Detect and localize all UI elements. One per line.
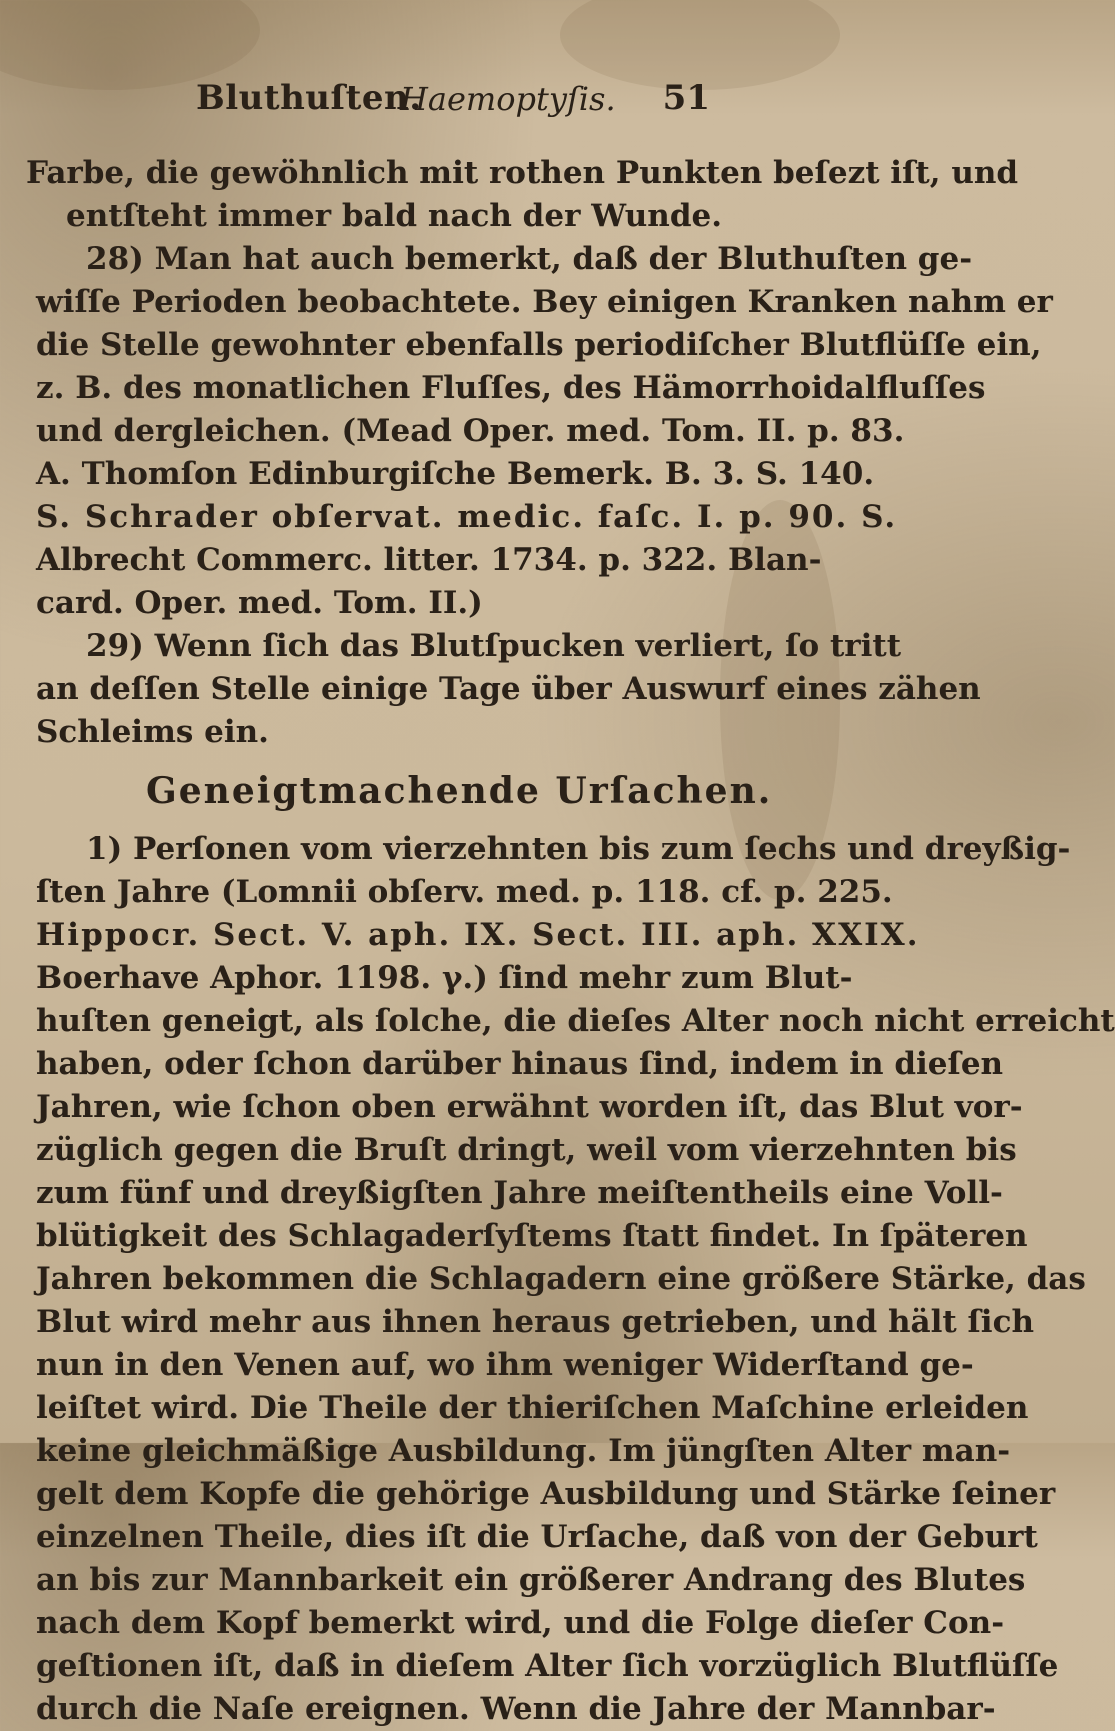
running-title-latin: Haemoptyſis. [400,80,616,118]
text-line: S. Schrader obſervat. medic. faſc. I. p. 90. S. [36,499,898,535]
text-line: leiſtet wird. Die Theile der thieriſchen Maſchine erleiden [36,1390,1029,1426]
text-line: gelt dem Kopfe die gehörige Ausbildung und Stärke ſeiner [36,1476,1056,1512]
text-line: Hippocr. Sect. V. aph. IX. Sect. III. aph. XXIX. [36,917,920,953]
section-heading: Geneigtmachende Urſachen. [146,770,773,812]
text-line: die Stelle gewohnter ebenfalls periodiſcher Blutflüſſe ein, [36,327,1042,363]
text-line: züglich gegen die Bruſt dringt, weil vom vierzehnten bis [36,1132,1017,1168]
text-line: 28) Man hat auch bemerkt, daß der Bluthuſten ge- [86,241,973,277]
text-line: haben, oder ſchon darüber hinaus ſind, indem in dieſen [36,1046,1004,1082]
text-line: Farbe, die gewöhnlich mit rothen Punkten beſezt iſt, und [26,155,1019,191]
text-line: entſteht immer bald nach der Wunde. [66,198,723,234]
text-line: Albrecht Commerc. litter. 1734. p. 322. Blan- [36,542,822,578]
text-line: an bis zur Mannbarkeit ein größerer Andrang des Blutes [36,1562,1026,1598]
running-header [190,78,710,128]
paragraph-causes [26,828,1115,1731]
body-text [26,152,1115,1731]
text-line: A. Thomſon Edinburgiſche Bemerk. B. 3. S. 140. [36,456,875,492]
text-line: huſten geneigt, als ſolche, die dieſes Alter noch nicht erreicht [36,1003,1115,1039]
text-line: Schleims ein. [36,714,269,750]
text-line: blütigkeit des Schlagaderſyſtems ſtatt findet. In ſpäteren [36,1218,1028,1254]
text-line: geſtionen iſt, daß in dieſem Alter ſich vorzüglich Blutflüſſe [36,1648,1059,1684]
text-line: Blut wird mehr aus ihnen heraus getrieben, und hält ſich [36,1304,1034,1340]
text-line: card. Oper. med. Tom. II.) [36,585,483,621]
running-title: Bluthuſten. [196,78,422,118]
text-line: 29) Wenn ſich das Blutſpucken verliert, ſo tritt [86,628,902,664]
text-line: ſten Jahre (Lomnii obſerv. med. p. 118. cf. p. 225. [36,874,893,910]
text-line: 1) Perſonen vom vierzehnten bis zum ſechs und dreyßig- [86,831,1071,867]
text-line: Jahren bekommen die Schlagadern eine größere Stärke, das [36,1261,1086,1297]
paper-stain [560,0,840,90]
text-line: und dergleichen. (Mead Oper. med. Tom. II. p. 83. [36,413,905,449]
text-line: z. B. des monatlichen Fluſſes, des Hämorrhoidalfluſſes [36,370,986,406]
text-line: nun in den Venen auf, wo ihm weniger Widerſtand ge- [36,1347,974,1383]
text-line: wiſſe Perioden beobachtete. Bey einigen Kranken nahm er [36,284,1053,320]
text-line: Boerhave Aphor. 1198. γ.) ſind mehr zum Blut- [36,960,853,996]
text-line: zum fünf und dreyßigſten Jahre meiſtentheils eine Voll- [36,1175,1003,1211]
text-line: keine gleichmäßige Ausbildung. Im jüngſten Alter man- [36,1433,1011,1469]
paper-stain [0,0,260,90]
page-number: 51 [662,78,710,118]
text-line: Jahren, wie ſchon oben erwähnt worden iſt, das Blut vor- [36,1089,1023,1125]
text-line: nach dem Kopf bemerkt wird, und die Folge dieſer Con- [36,1605,1005,1641]
text-line: durch die Naſe ereignen. Wenn die Jahre der Mannbar- [36,1691,996,1727]
text-line: einzelnen Theile, dies iſt die Urſache, daß von der Geburt [36,1519,1038,1555]
text-line: an deſſen Stelle einige Tage über Auswurf eines zähen [36,671,981,707]
paragraph-continuation [26,152,1053,625]
paragraph-29 [26,625,981,754]
